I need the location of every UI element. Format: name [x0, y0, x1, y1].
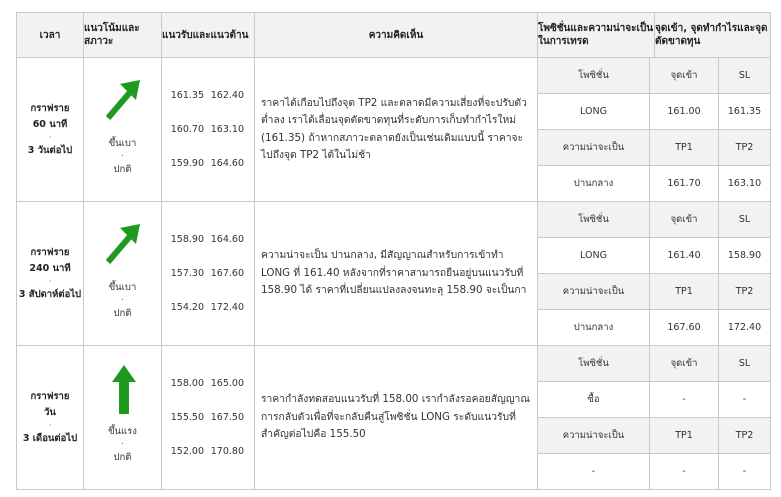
arrow-up-icon: [104, 364, 144, 414]
time-cell: [17, 202, 84, 346]
position-value: ซื้อ: [538, 382, 650, 418]
trend-cell: [84, 346, 162, 490]
tp2-label: TP2: [719, 130, 771, 166]
sl-value: 158.90: [719, 238, 771, 274]
sl-label: SL: [719, 346, 771, 382]
support-value: 155.50: [170, 411, 204, 423]
trade-cell: [538, 346, 771, 490]
trend-label: ขึ้นแรง: [108, 426, 137, 437]
position-label: โพซิชั่น: [538, 202, 650, 238]
header-comment: ความคิดเห็น: [255, 13, 538, 58]
level-pair: [162, 256, 254, 290]
level-pair: [162, 78, 254, 112]
entry-label: จุดเข้า: [650, 58, 719, 94]
level-pair: [162, 146, 254, 180]
tp2-label: TP2: [719, 274, 771, 310]
position-value: LONG: [538, 94, 650, 130]
timeframe-value: 240 นาที: [29, 262, 71, 274]
resistance-value: 167.60: [210, 267, 244, 279]
condition-label: ปกติ: [113, 452, 132, 463]
tp1-label: TP1: [650, 418, 719, 454]
entry-value: -: [650, 382, 719, 418]
table-row: [17, 346, 771, 490]
table-row: [17, 58, 771, 202]
horizon-label: 3 เดือนต่อไป: [22, 432, 78, 444]
timeframe-value: 60 นาที: [32, 118, 68, 130]
tp1-value: -: [650, 454, 719, 490]
condition-label: ปกติ: [113, 164, 132, 175]
sl-label: SL: [719, 202, 771, 238]
trade-cell: [538, 202, 771, 346]
support-value: 158.90: [170, 233, 204, 245]
sl-value: 161.35: [719, 94, 771, 130]
tp1-label: TP1: [650, 274, 719, 310]
table-row: [17, 202, 771, 346]
comment-text: ราคากำลังทดสอบแนวรับที่ 158.00 เรากำลังรอคอยสัญญาณการกลับตัวเพื่อที่จะกลับคืนสู่โพซิชั่น LONG ระดับแนวรับที่สำคัญต่อไปคือ 155.50: [255, 346, 538, 490]
horizon-label: 3 วันต่อไป: [27, 144, 73, 156]
probability-label: ความน่าจะเป็น: [538, 418, 650, 454]
probability-value: -: [538, 454, 650, 490]
support-value: 154.20: [170, 301, 204, 313]
tp1-value: 161.70: [650, 166, 719, 202]
trend-cell: [84, 58, 162, 202]
tp2-value: 172.40: [727, 322, 762, 333]
probability-label: ความน่าจะเป็น: [538, 274, 650, 310]
separator-dot: ·: [48, 420, 52, 431]
comment-text: ความน่าจะเป็น ปานกลาง, มีสัญญาณสำหรับการเข้าทำ LONG ที่ 161.40 หลังจากที่ราคาสามารถยืนอยู่บนแนวรับที่ 158.90 ได้ ราคาที่เปลี่ยนแปลงลงจนทะลุ 158.90 จะเป็นกา: [255, 202, 538, 346]
separator-dot: ·: [120, 151, 125, 162]
timeframe-label: กราฟราย: [30, 390, 70, 402]
header-row: [17, 13, 771, 58]
condition-label: ปกติ: [113, 308, 132, 319]
separator-dot: ·: [120, 295, 125, 306]
comment-text: ราคาได้เกือบไปถึงจุด TP2 และตลาดมีความเสี่ยงที่จะปรับตัวต่ำลง เราได้เลื่อนจุดตัดขาดทุนที่ระดับการเก็บทำกำไรใหม่ (161.35) ถ้าหากสภาวะตลาดยังเป็นเช่นเดิมแบบนี้ ราคาจะไปถึงจุด TP2 ได้ในไม่ช้า: [255, 58, 538, 202]
level-pair: [162, 400, 254, 434]
tp2-label: TP2: [719, 418, 771, 454]
tp1-label: TP1: [650, 130, 719, 166]
level-pair: [162, 112, 254, 146]
header-levels: แนวรับและแนวต้าน: [162, 13, 255, 58]
entry-value: 161.40: [650, 238, 719, 274]
tp1-value: 167.60: [650, 310, 719, 346]
trend-label: ขึ้นเบา: [108, 282, 137, 293]
tp2-value: 163.10: [727, 178, 762, 189]
level-pair: [162, 366, 254, 400]
entry-label: จุดเข้า: [650, 202, 719, 238]
probability-label: ความน่าจะเป็น: [538, 130, 650, 166]
probability-value: ปานกลาง: [538, 166, 650, 202]
support-value: 160.70: [170, 123, 204, 135]
support-value: 159.90: [170, 157, 204, 169]
separator-dot: ·: [48, 276, 52, 287]
arrow-up-right-icon: [104, 78, 144, 122]
separator-dot: ·: [120, 439, 125, 450]
sl-value: -: [719, 382, 771, 418]
resistance-value: 162.40: [210, 89, 244, 101]
timeframe-value: วัน: [44, 406, 56, 418]
timeframe-label: กราฟราย: [30, 102, 70, 114]
time-cell: [17, 346, 84, 490]
resistance-value: 170.80: [210, 445, 244, 457]
position-value: LONG: [538, 238, 650, 274]
resistance-value: 164.60: [210, 157, 244, 169]
support-value: 161.35: [170, 89, 204, 101]
header-entry: จุดเข้า, จุดทำกำไรและจุดตัดขาดทุน: [655, 13, 771, 58]
trend-label: ขึ้นเบา: [108, 138, 137, 149]
trade-cell: [538, 58, 771, 202]
entry-value: 161.00: [650, 94, 719, 130]
probability-value: ปานกลาง: [538, 310, 650, 346]
levels-cell: [162, 202, 255, 346]
header-trend: แนวโน้มและสภาวะ: [84, 13, 162, 58]
level-pair: [162, 222, 254, 256]
position-label: โพซิชั่น: [538, 346, 650, 382]
arrow-up-right-icon: [104, 222, 144, 266]
timeframe-label: กราฟราย: [30, 246, 70, 258]
level-pair: [162, 434, 254, 468]
resistance-value: 172.40: [210, 301, 244, 313]
sl-label: SL: [719, 58, 771, 94]
support-value: 158.00: [170, 377, 204, 389]
levels-cell: [162, 58, 255, 202]
resistance-value: 165.00: [210, 377, 244, 389]
forecast-table: [16, 12, 771, 490]
horizon-label: 3 สัปดาห์ต่อไป: [18, 288, 82, 300]
header-position: โพซิชั่นและความน่าจะเป็นในการเทรด: [538, 13, 655, 58]
resistance-value: 167.50: [210, 411, 244, 423]
trend-cell: [84, 202, 162, 346]
separator-dot: ·: [48, 132, 52, 143]
resistance-value: 164.60: [210, 233, 244, 245]
level-pair: [162, 290, 254, 324]
resistance-value: 163.10: [210, 123, 244, 135]
header-time: เวลา: [17, 13, 84, 58]
levels-cell: [162, 346, 255, 490]
support-value: 157.30: [170, 267, 204, 279]
position-label: โพซิชั่น: [538, 58, 650, 94]
support-value: 152.00: [170, 445, 204, 457]
time-cell: [17, 58, 84, 202]
entry-label: จุดเข้า: [650, 346, 719, 382]
tp2-value: -: [742, 466, 747, 477]
